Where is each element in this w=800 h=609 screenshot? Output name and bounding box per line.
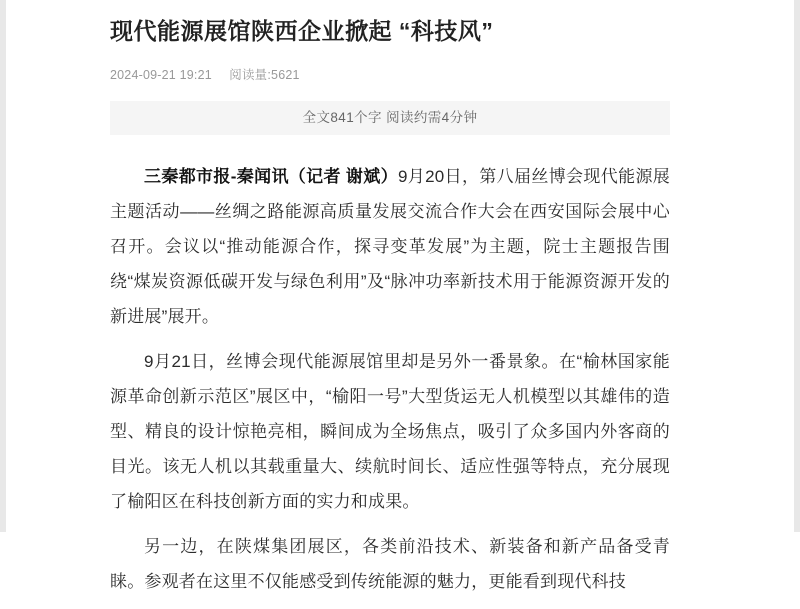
paragraph — [110, 159, 670, 334]
paragraph — [110, 344, 670, 519]
reading-time-bar: 全文841个字 阅读约需4分钟 — [110, 101, 670, 135]
page-left-edge — [0, 0, 6, 532]
paragraph-text: 9月20日，第八届丝博会现代能源展主题活动——丝绸之路能源高质量发展交流合作大会在西安国际会展中心召开。会议以“推动能源合作，探寻变革发展”为主题，院士主题报告围绕“煤炭资源低碳开发与绿色利用”及“脉冲功率新技术用于能源资源开发的新进展”展开。 — [110, 166, 670, 326]
article-meta — [110, 65, 670, 83]
publish-datetime: 2024-09-21 19:21 — [110, 67, 212, 82]
article-content — [110, 0, 670, 609]
paragraph — [110, 529, 670, 599]
read-count: 阅读量:5621 — [229, 67, 300, 82]
paragraph-text: 另一边，在陕煤集团展区，各类前沿技术、新装备和新产品备受青睐。参观者在这里不仅能感受到传统能源的魅力，更能看到现代科技 — [110, 536, 670, 591]
article-source: 三秦都市报-秦闻讯（记者 谢斌） — [144, 166, 398, 186]
paragraph-text: 9月21日，丝博会现代能源展馆里却是另外一番景象。在“榆林国家能源革命创新示范区”展区中，“榆阳一号”大型货运无人机模型以其雄伟的造型、精良的设计惊艳亮相，瞬间成为全场焦点，吸引了众多国内外客商的目光。该无人机以其载重量大、续航时间长、适应性强等特点，充分展现了榆阳区在科技创新方面的实力和成果。 — [110, 351, 670, 511]
article-body — [110, 159, 670, 599]
page-title: 现代能源展馆陕西企业掀起 “科技风” — [110, 18, 494, 44]
page-right-edge — [794, 0, 800, 532]
